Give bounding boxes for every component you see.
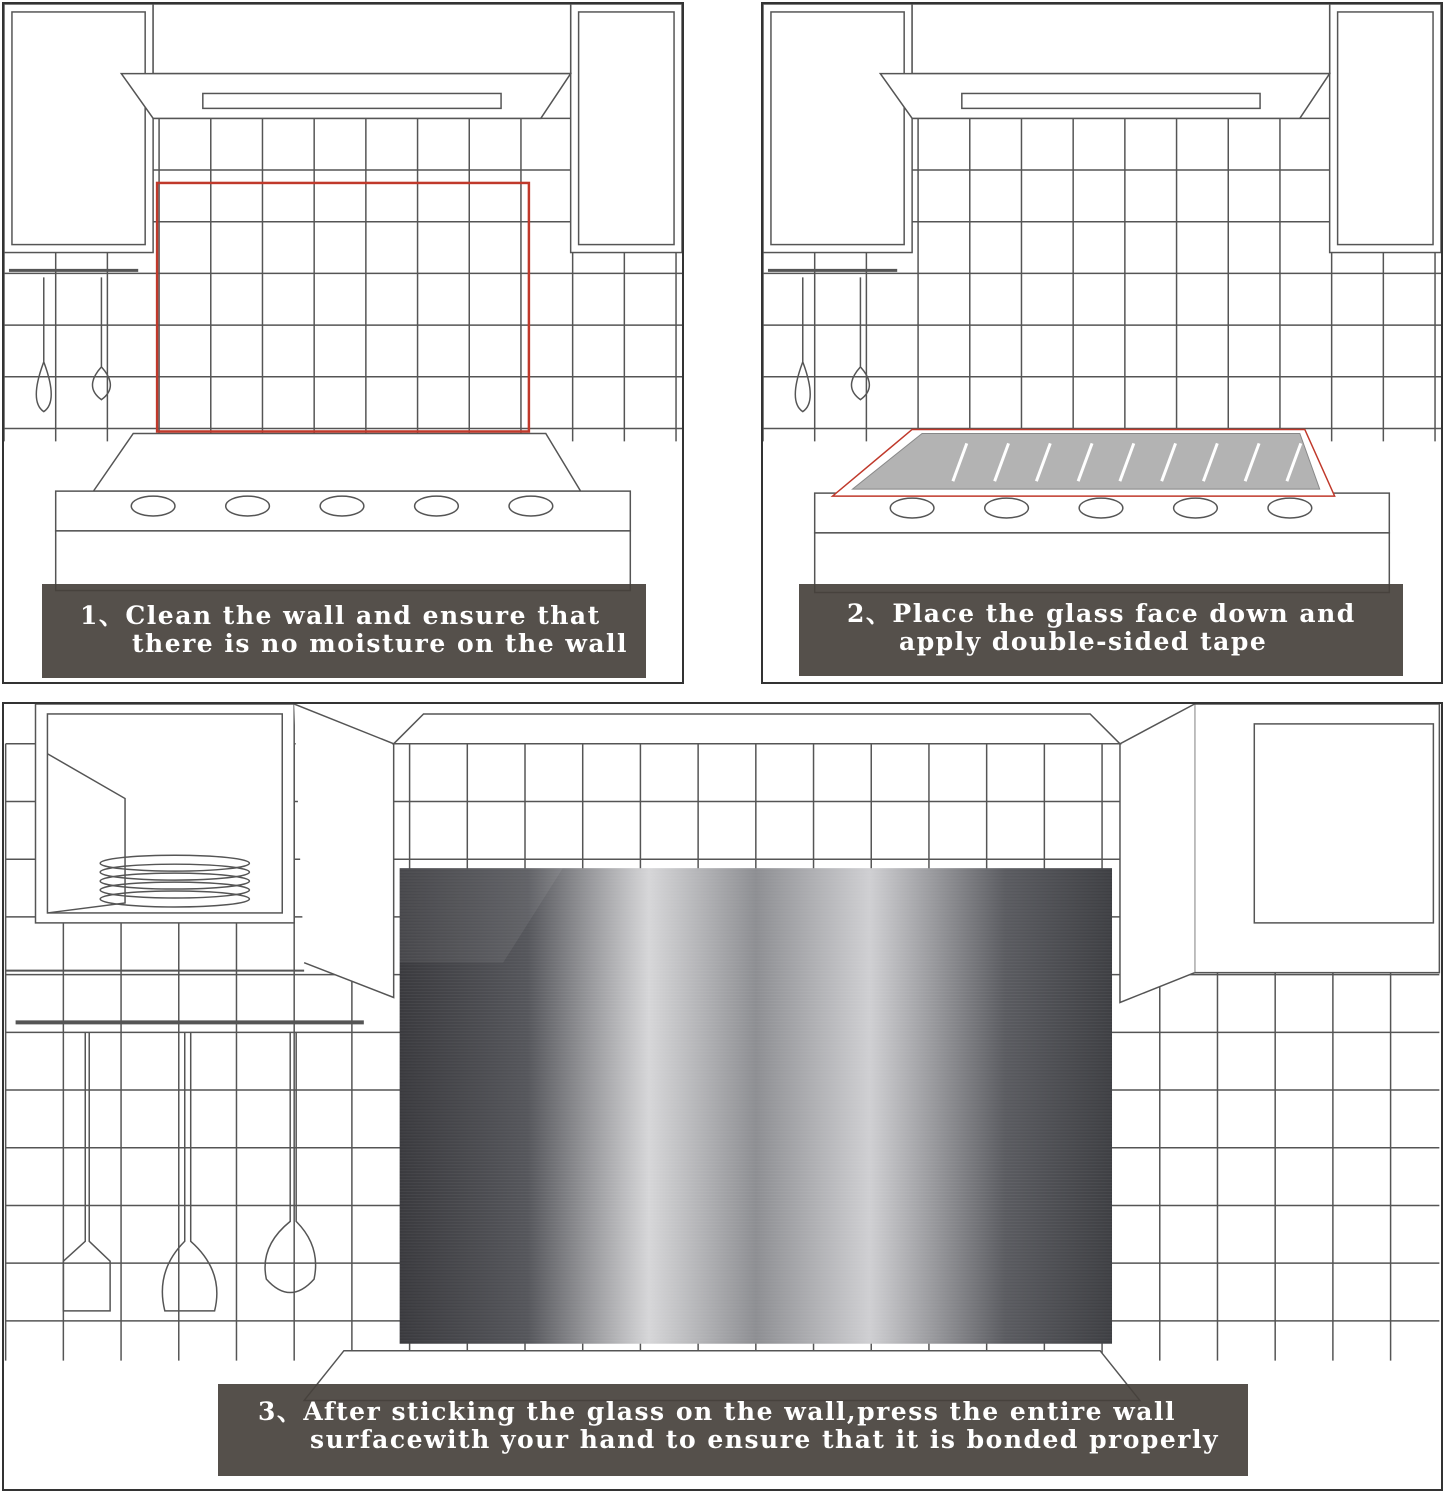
step-1-line-1: Clean the wall and ensure that [125,601,601,630]
left-cabinet [4,4,153,253]
right-cabinet [571,4,682,253]
step-1-caption [42,584,646,678]
right-cabinet [1330,4,1441,253]
range-hood [880,74,1329,119]
left-cabinet [36,704,295,923]
slotted-turner [162,1032,216,1311]
left-cabinet [763,4,912,253]
step-1-number: 1、 [80,601,126,630]
cooktop [93,433,580,491]
step-3-number: 3、 [258,1397,304,1426]
utensil [795,277,810,411]
spatula [63,1032,110,1311]
step-3-caption [218,1384,1248,1476]
range-hood [394,714,1120,744]
kitchen-sketch-illustration [763,4,1441,682]
range-hood [121,74,570,119]
kitchen-sketch-illustration [4,4,682,682]
utensil [36,277,51,411]
step-2-panel [761,2,1443,684]
step-1-panel [2,2,684,684]
cleaning-area-outline [157,183,529,432]
step-2-number: 2、 [847,599,893,628]
step-3-line-1: After sticking the glass on the wall,press the entire wall [303,1397,1177,1426]
step-3-panel [2,702,1443,1491]
step-2-line-1: Place the glass face down and [892,599,1356,628]
right-cabinet [1195,704,1440,973]
ladle [265,1032,316,1292]
step-2-line-2: apply double-sided tape [899,626,1268,656]
kitchen-sketch-illustration [4,704,1441,1489]
step-1-line-2: there is no moisture on the wall [132,628,629,658]
step-2-caption [799,584,1403,676]
step-3-line-2: surfacewith your hand to ensure that it is bonded properly [310,1424,1219,1454]
